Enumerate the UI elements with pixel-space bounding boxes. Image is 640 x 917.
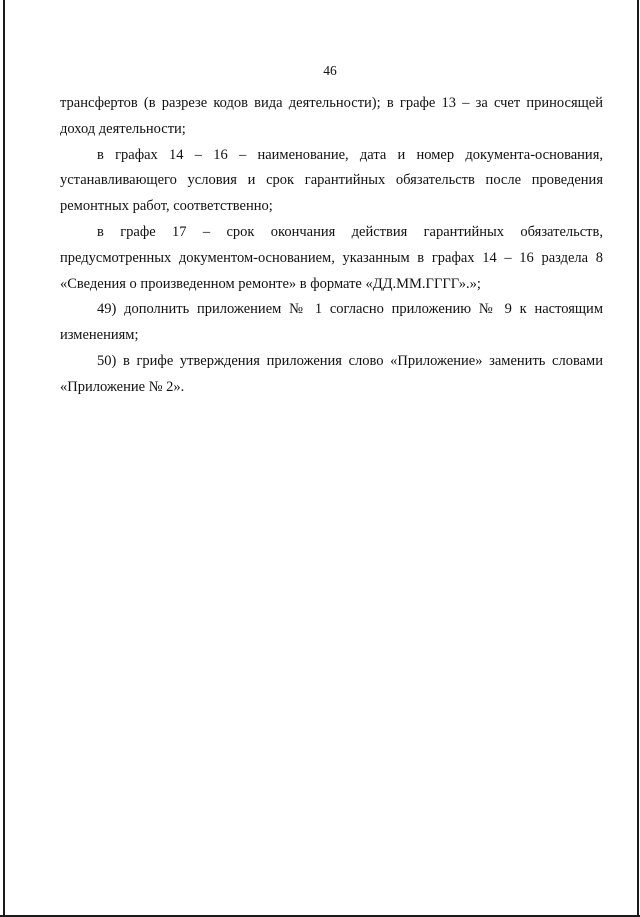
page-number: 46 <box>323 63 337 78</box>
scan-border-right <box>637 0 639 917</box>
scan-border-left <box>3 0 5 917</box>
paragraph-item-50: 50) в грифе утверждения приложения слово «Приложение» заменить словами «Приложение № 2». <box>60 352 603 395</box>
paragraph-columns-14-16: в графах 14 – 16 – наименование, дата и номер документа-основания, устанавливающего условия и срок гарантийных обязательств после проведения ремонтных работ, соответственно; <box>60 146 603 215</box>
paragraph-item-49: 49) дополнить приложением № 1 согласно приложению № 9 к настоящим изменениям; <box>60 301 603 344</box>
paragraph-transfers-continuation: трансфертов (в разрезе кодов вида деятельности); в графе 13 – за счет приносящей доход деятельности; <box>60 95 603 137</box>
document-body <box>60 91 603 401</box>
paragraph-column-17: в графе 17 – срок окончания действия гарантийных обязательств, предусмотренных документом-основанием, указанным в графах 14 – 16 раздела 8 «Сведения о произведенном ремонте» в формате «ДД.ММ.ГГГГ».»; <box>60 223 603 292</box>
